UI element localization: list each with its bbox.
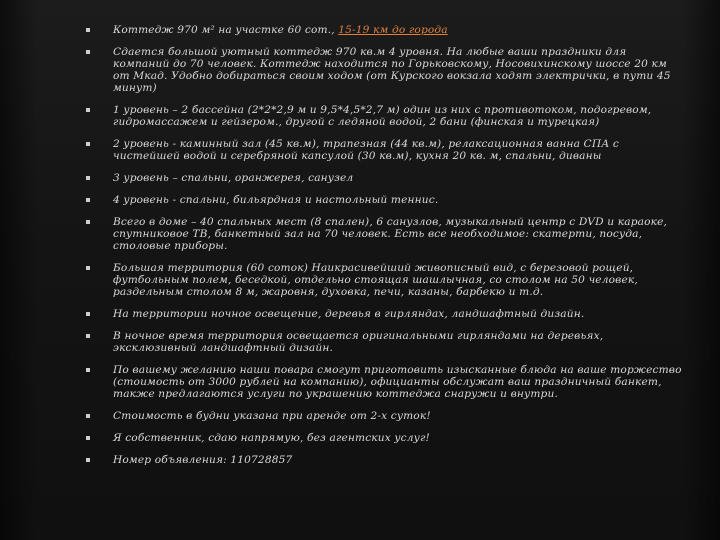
bullet-item [86, 104, 686, 128]
bullet-item [86, 262, 686, 299]
bullet-item [86, 410, 686, 422]
bullet-text: Я собственник, сдаю напрямую, без агентских услуг! [113, 432, 430, 444]
bullet-item [86, 24, 686, 36]
bullet-mark [86, 436, 90, 440]
bullet-item [86, 216, 686, 253]
bullet-text: 4 уровень - спальни, бильярдная и настольный теннис. [113, 194, 439, 206]
bullet-text: В ночное время территория освещается оригинальными гирляндами на деревьях, эксклюзивный ландшафтный дизайн. [113, 330, 604, 355]
bullet-text: Номер объявления: 110728857 [113, 453, 293, 466]
bullet-item [86, 46, 686, 95]
bullet-mark [86, 458, 90, 462]
bullet-mark [86, 198, 90, 202]
bullet-text: Всего в доме – 40 спальных мест (8 спален), 6 санузлов, музыкальный центр с DVD и караоке, спутниковое ТВ, банкетный зал на 70 человек. Есть все необходимое: скатерти, посуда, столовые приборы. [113, 215, 668, 253]
bullet-text: Большая территория (60 соток) Наикрасивейший живописный вид, с березовой рощей, футбольным полем, беседкой, отдельно стоящая шашлычная, со столом на 50 человек, раздельным столом 8 м, жаровня, духовка, печи, казаны, барбекю и т.д. [113, 262, 638, 299]
bullet-item [86, 454, 686, 466]
bullet-mark [86, 142, 90, 146]
bullet-item [86, 330, 686, 354]
bullet-item [86, 308, 686, 320]
bullet-mark [86, 176, 90, 180]
bullet-mark [86, 28, 90, 32]
bullet-item [86, 194, 686, 206]
bullet-mark [86, 312, 90, 316]
bullet-item [86, 172, 686, 184]
bullet-item [86, 432, 686, 444]
bullet-mark [86, 50, 90, 54]
bullet-text: Стоимость в будни указана при аренде от 2-х суток! [113, 410, 431, 423]
listing-bullets [86, 24, 686, 476]
bullet-mark [86, 108, 90, 112]
bullet-text: 2 уровень - каминный зал (45 кв.м), трапезная (44 кв.м), релаксационная ванна СПА с чистейшей водой и серебряной капсулой (30 кв.м), кухня 20 кв. м, спальни, диваны [113, 138, 619, 163]
bullet-item [86, 138, 686, 162]
bullet-mark [86, 220, 90, 224]
bullet-item [86, 364, 686, 401]
left-shadow [0, 0, 38, 540]
right-shadow [682, 0, 720, 540]
bullet-mark [86, 414, 90, 418]
bullet-mark [86, 266, 90, 270]
distance-link[interactable]: 15-19 км до города [338, 24, 448, 36]
bullet-text: 3 уровень – спальни, оранжерея, санузел [113, 172, 354, 185]
bullet-mark [86, 334, 90, 338]
bullet-text: На территории ночное освещение, деревья в гирляндах, ландшафтный дизайн. [113, 308, 585, 321]
bullet-text: Сдается большой уютный коттедж 970 кв.м 4 уровня. На любые ваши праздники для компаний до 70 человек. Коттедж находится по Горьковскому, Носовихинскому шоссе 20 км от Мкад. Удобно добираться своим ходом (от Курского вокзала ходят электрички, в пути 45 минут) [113, 45, 671, 95]
bullet-text: По вашему желанию наши повара смогут приготовить изысканные блюда на ваше торжество (стоимость от 3000 рублей на компанию), официанты обслужат ваш праздничный банкет, также предлагаются услуги по украшению коттеджа снаружи и внутри. [113, 364, 682, 401]
bullet-mark [86, 368, 90, 372]
bullet-text: 1 уровень – 2 бассейна (2*2*2,9 м и 9,5*4,5*2,7 м) один из них с противотоком, подогревом, гидромассажем и гейзером., другой с ледяной водой, 2 бани (финская и турецкая) [113, 104, 652, 129]
bullet-text: Коттедж 970 м² на участке 60 сот., [113, 24, 339, 36]
